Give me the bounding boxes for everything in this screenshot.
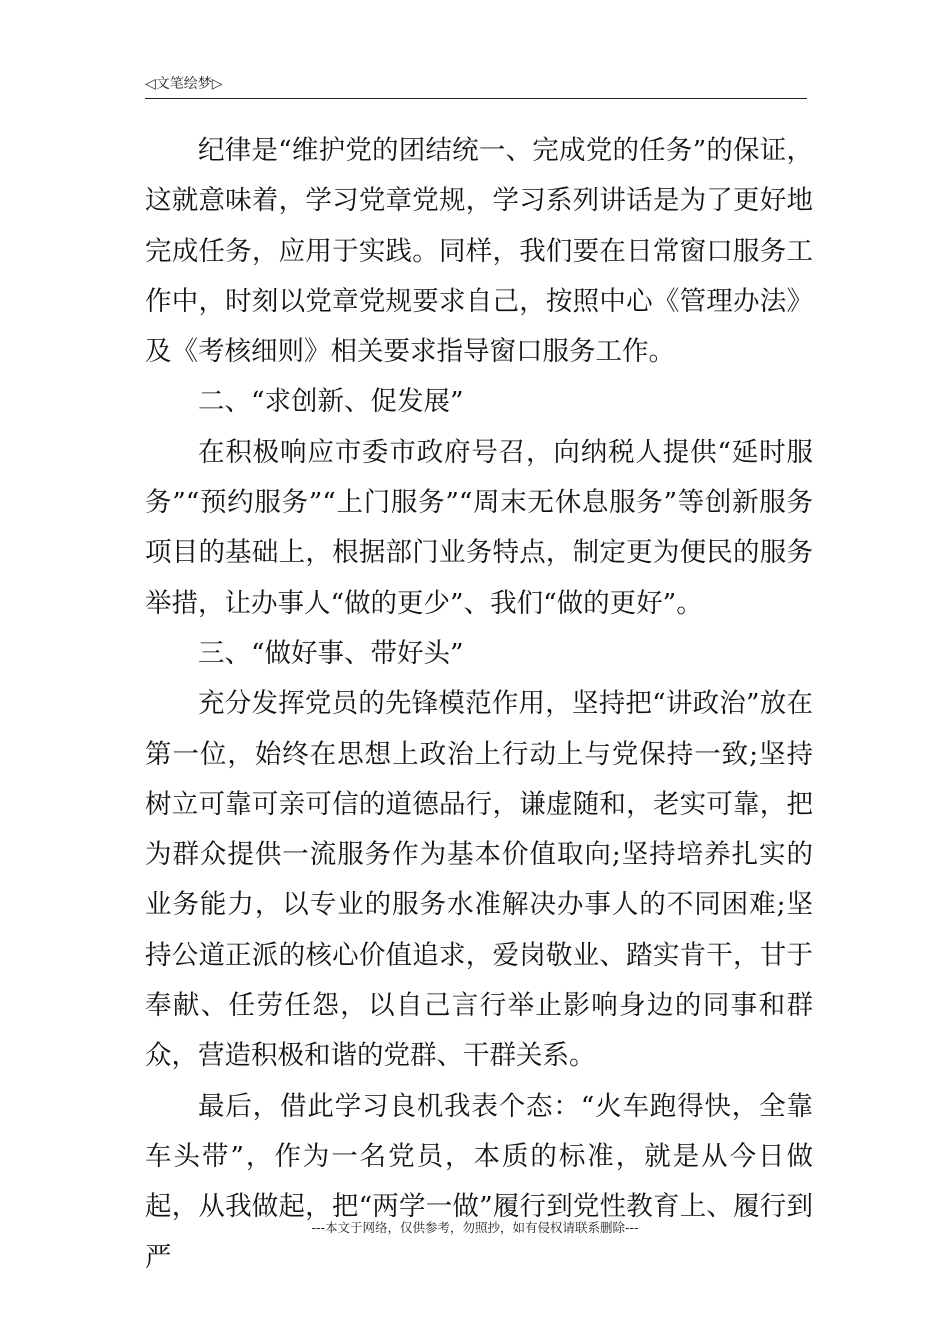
paragraph-example: 充分发挥党员的先锋模范作用，坚持把“讲政治”放在第一位，始终在思想上政治上行动上与党保持一致;坚持树立可靠可亲可信的道德品行，谦虚随和，老实可靠，把为群众提供一流服务作为基本价值取向;坚持培养扎实的业务能力，以专业的服务水准解决办事人的不同困难;坚持公道正派的核心价值追求，爱岗敬业、踏实肯干，甘于奉献、任劳任怨，以自己言行举止影响身边的同事和群众，营造积极和谐的党群、干群关系。 xyxy=(145,688,813,1072)
document-body xyxy=(145,126,813,1283)
section-heading-example: 三、“做好事、带好头” xyxy=(198,637,464,669)
paragraph-innovation: 在积极响应市委市政府号召，向纳税人提供“延时服务”“预约服务”“上门服务”“周末无休息服务”等创新服务项目的基础上，根据部门业务特点，制定更为便民的服务举措，让办事人“做的更少”、我们“做的更好”。 xyxy=(145,436,813,619)
page-header xyxy=(145,74,807,99)
header-logo-text: ◁文笔绘梦▷ xyxy=(145,76,223,92)
section-heading-innovation: 二、“求创新、促发展” xyxy=(198,386,464,418)
page-footer-disclaimer: ---本文于网络，仅供参考，勿照抄，如有侵权请联系删除--- xyxy=(311,1220,639,1235)
paragraph-discipline: 纪律是“维护党的团结统一、完成党的任务”的保证，这就意味着，学习党章党规，学习系列讲话是为了更好地完成任务，应用于实践。同样，我们要在日常窗口服务工作中，时刻以党章党规要求自己，按照中心《管理办法》及《考核细则》相关要求指导窗口服务工作。 xyxy=(145,135,813,368)
paragraph-conclusion: 最后，借此学习良机我表个态：“火车跑得快，全靠车头带”，作为一名党员，本质的标准，就是从今日做起，从我做起，把“两学一做”履行到党性教育上、履行到严 xyxy=(145,1090,813,1273)
